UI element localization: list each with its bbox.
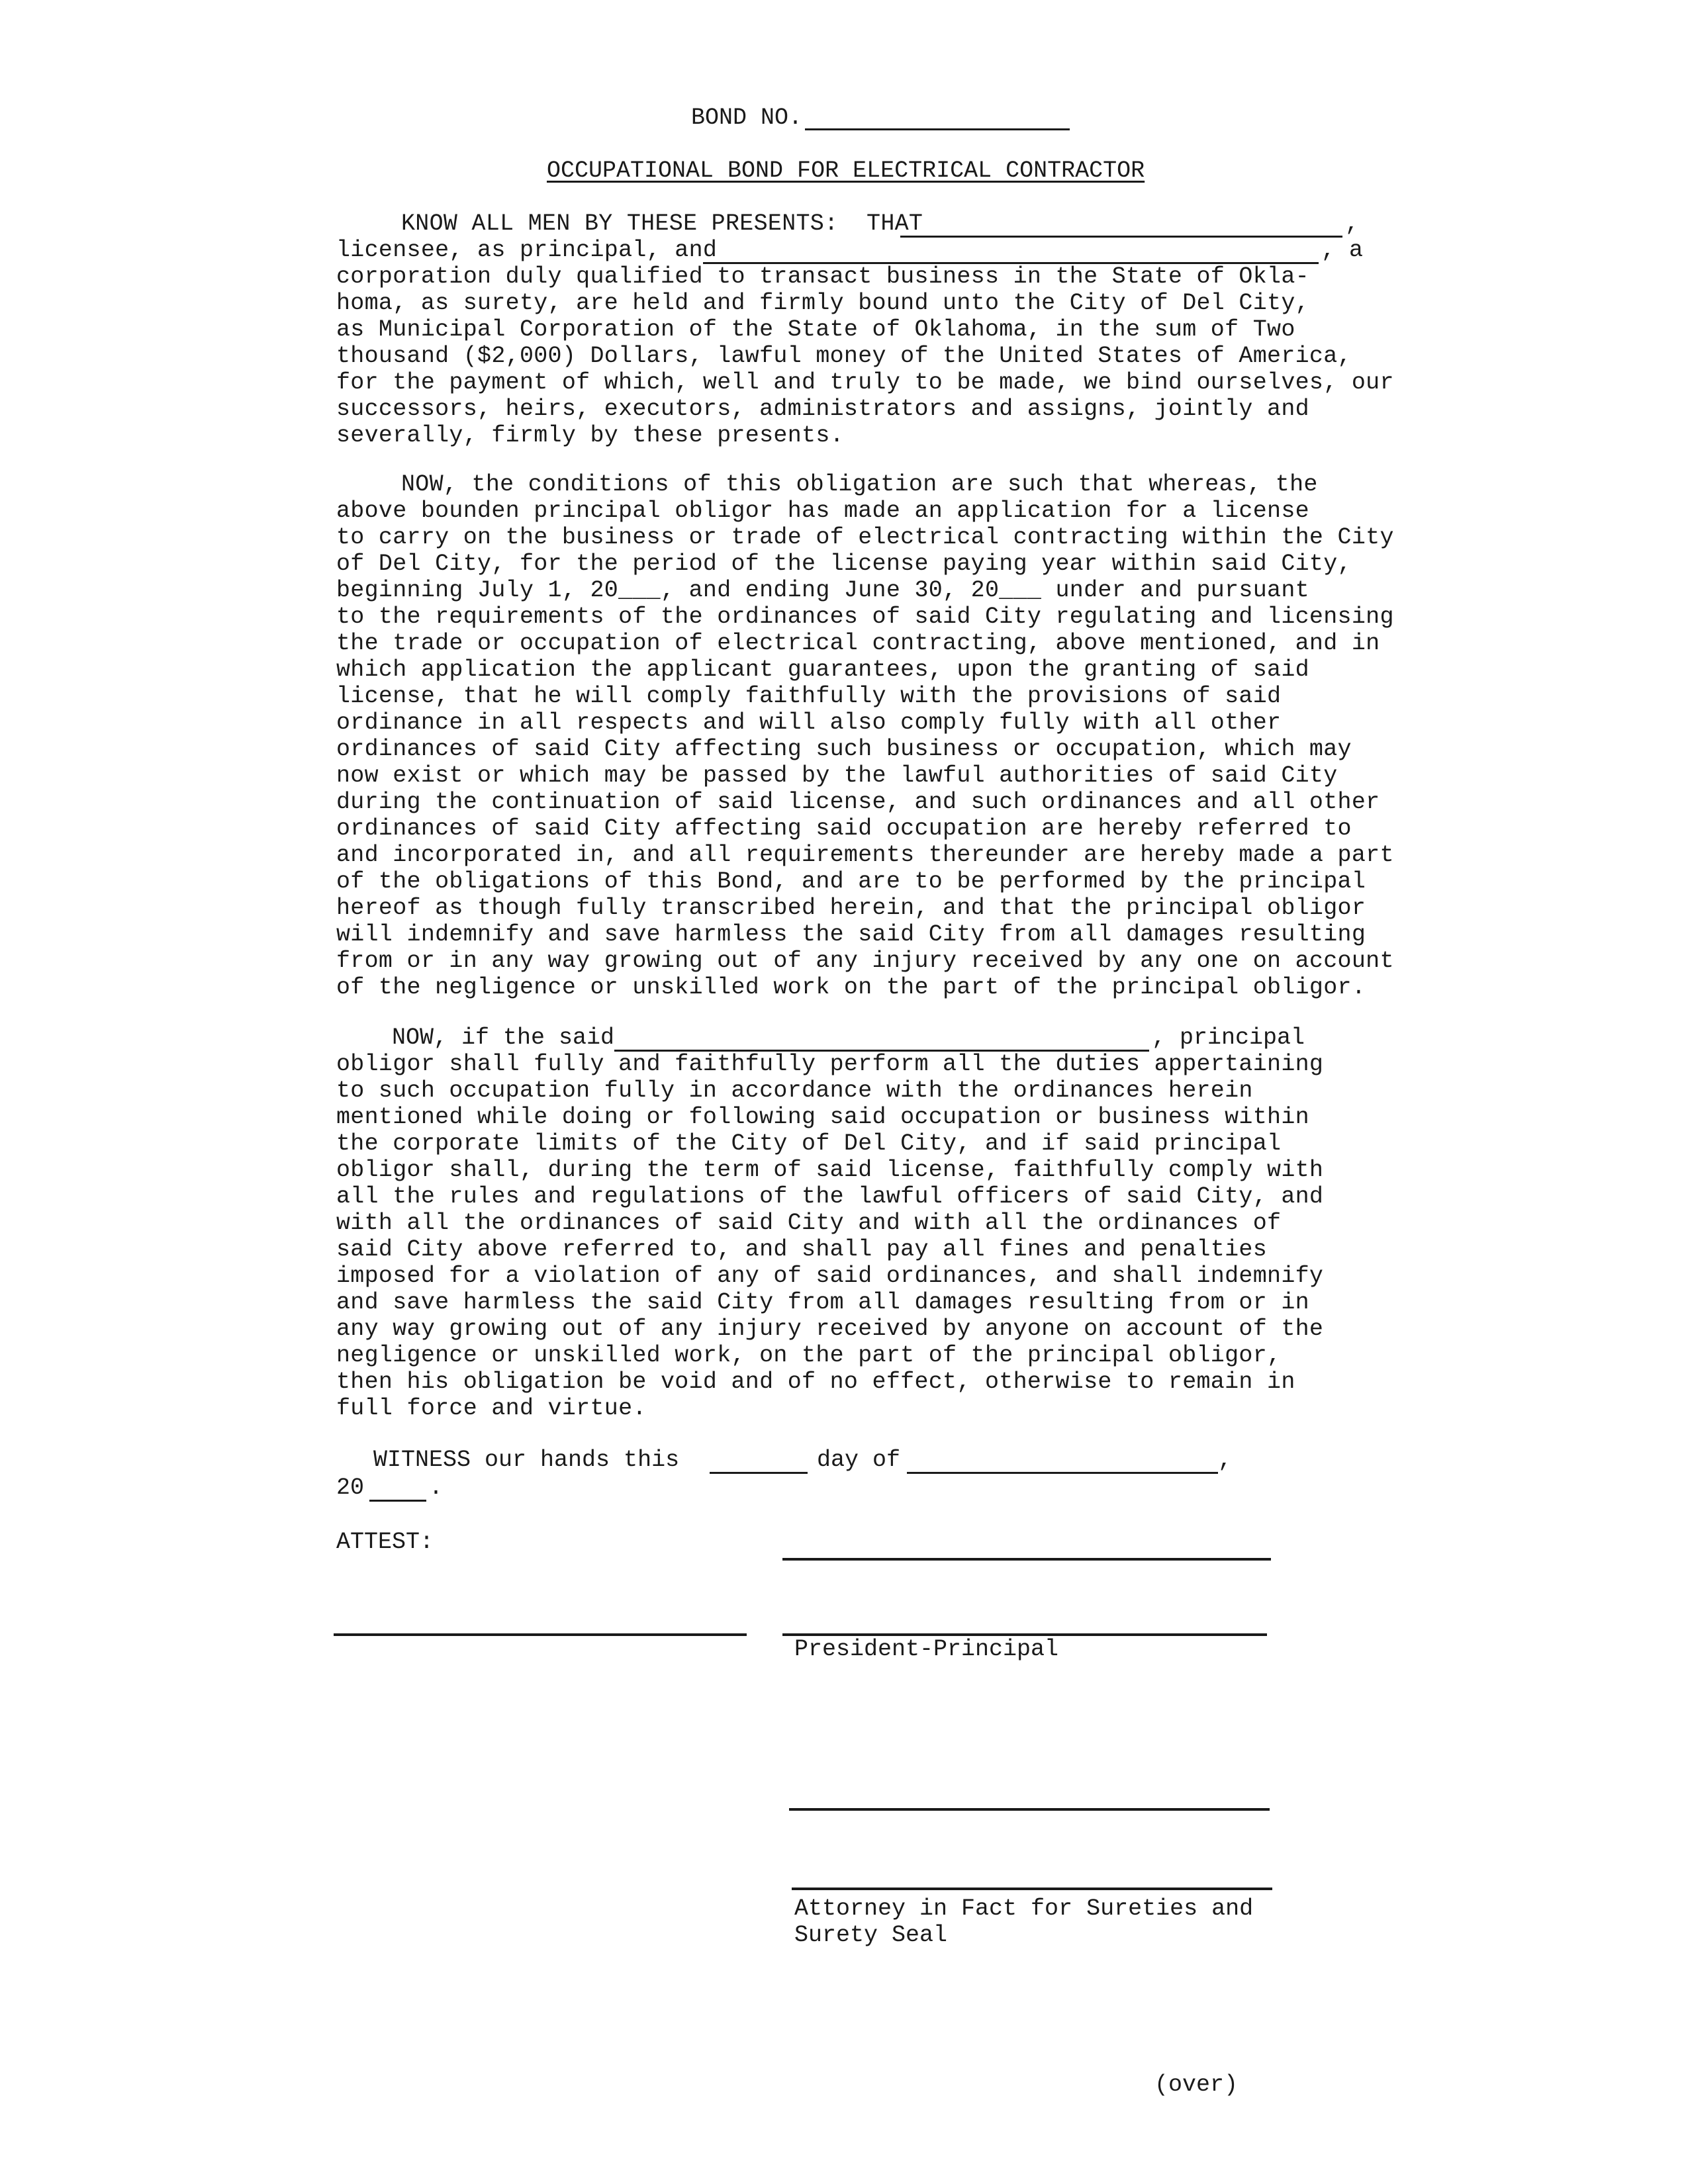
p3-line-8: with all the ordinances of said City and with all the ordinances of (336, 1210, 1282, 1236)
attorney-label-line-2: Surety Seal (794, 1922, 948, 1948)
witness-year-suffix: . (429, 1475, 444, 1501)
p1-line-8: successors, heirs, executors, administrators and assigns, jointly and (336, 396, 1309, 422)
p2-line-3: to carry on the business or trade of electrical contracting within the City (336, 524, 1394, 551)
p3-line-9: said City above referred to, and shall pay all fines and penalties (336, 1236, 1268, 1263)
attorney-label-line-1: Attorney in Fact for Sureties and (794, 1895, 1254, 1922)
p3-line-14: then his obligation be void and of no effect, otherwise to remain in (336, 1369, 1295, 1395)
p2-line-15: and incorporated in, and all requirements thereunder are hereby made a part (336, 842, 1394, 868)
p1-line-6: thousand ($2,000) Dollars, lawful money of the United States of America, (336, 343, 1352, 369)
witness-year-field[interactable] (369, 1500, 426, 1502)
attorney-signature-line[interactable] (792, 1888, 1272, 1890)
p2-line-2: above bounden principal obligor has made an application for a license (336, 498, 1309, 524)
p3-line-3: to such occupation fully in accordance with the ordinances herein (336, 1077, 1253, 1104)
p2-line-5: beginning July 1, 20___, and ending June 30, 20___ under and pursuant (336, 577, 1309, 604)
p2-line-18: will indemnify and save harmless the said City from all damages resulting (336, 921, 1366, 948)
principal-name-field[interactable] (900, 236, 1342, 238)
witness-month-field[interactable] (907, 1472, 1218, 1474)
p2-line-7: the trade or occupation of electrical contracting, above mentioned, and in (336, 630, 1380, 657)
over-label: (over) (1154, 2071, 1239, 2098)
principal-signature-line-top[interactable] (782, 1558, 1271, 1561)
p3-line-15: full force and virtue. (336, 1395, 647, 1422)
surety-signature-line[interactable] (789, 1808, 1270, 1811)
witness-suffix: , (1218, 1447, 1233, 1473)
attest-label: ATTEST: (336, 1529, 434, 1555)
p2-line-14: ordinances of said City affecting said occupation are hereby referred to (336, 815, 1352, 842)
p3-line-4: mentioned while doing or following said occupation or business within (336, 1104, 1309, 1130)
p3-line-5: the corporate limits of the City of Del City, and if said principal (336, 1130, 1282, 1157)
p3-line-10: imposed for a violation of any of said ordinances, and shall indemnify (336, 1263, 1324, 1289)
p1-line-9: severally, firmly by these presents. (336, 422, 844, 449)
p1-line-3: corporation duly qualified to transact business in the State of Okla- (336, 263, 1309, 290)
witness-day-field[interactable] (710, 1472, 808, 1474)
p1-line-2-end: , a (1321, 237, 1364, 263)
p2-line-16: of the obligations of this Bond, and are to be performed by the principal (336, 868, 1366, 895)
p2-line-9: license, that he will comply faithfully with the provisions of said (336, 683, 1282, 709)
p2-line-12: now exist or which may be passed by the lawful authorities of said City (336, 762, 1338, 789)
p3-line-1-start: NOW, if the said (392, 1024, 615, 1051)
p3-line-2: obligor shall fully and faithfully perform all the duties appertaining (336, 1051, 1324, 1077)
bond-number-label: BOND NO. (691, 105, 803, 131)
p2-line-10: ordinance in all respects and will also comply fully with all other (336, 709, 1282, 736)
p2-line-6: to the requirements of the ordinances of said City regulating and licensing (336, 604, 1394, 630)
p3-line-7: all the rules and regulations of the lawful officers of said City, and (336, 1183, 1324, 1210)
p1-line-7: for the payment of which, well and truly to be made, we bind ourselves, our (336, 369, 1394, 396)
p3-line-11: and save harmless the said City from all damages resulting from or in (336, 1289, 1309, 1316)
president-principal-label: President-Principal (794, 1636, 1059, 1662)
p3-line-1-end: , principal (1152, 1024, 1305, 1051)
attest-signature-line[interactable] (334, 1633, 747, 1636)
p2-line-13: during the continuation of said license, and such ordinances and all other (336, 789, 1380, 815)
p2-line-20: of the negligence or unskilled work on the part of the principal obligor. (336, 974, 1366, 1001)
p3-line-13: negligence or unskilled work, on the part of the principal obligor, (336, 1342, 1282, 1369)
p2-line-19: from or in any way growing out of any injury received by any one on account (336, 948, 1394, 974)
p1-line-5: as Municipal Corporation of the State of Oklahoma, in the sum of Two (336, 316, 1295, 343)
witness-day-of: day of (817, 1447, 901, 1473)
p2-line-17: hereof as though fully transcribed herein, and that the principal obligor (336, 895, 1366, 921)
p3-line-12: any way growing out of any injury received by anyone on account of the (336, 1316, 1324, 1342)
p1-line-1: KNOW ALL MEN BY THESE PRESENTS: THAT (401, 210, 923, 237)
p1-line-2: licensee, as principal, and (336, 237, 718, 263)
form-title: OCCUPATIONAL BOND FOR ELECTRICAL CONTRACTOR (547, 158, 1145, 184)
witness-year-prefix: 20 (336, 1475, 365, 1501)
p2-line-11: ordinances of said City affecting such business or occupation, which may (336, 736, 1352, 762)
p2-line-8: which application the applicant guarantees, upon the granting of said (336, 657, 1309, 683)
p1-line-4: homa, as surety, are held and firmly bound unto the City of Del City, (336, 290, 1309, 316)
p1-line-1-end: , (1345, 210, 1360, 237)
p2-line-1: NOW, the conditions of this obligation are such that whereas, the (401, 471, 1318, 498)
p2-line-4: of Del City, for the period of the license paying year within said City, (336, 551, 1352, 577)
witness-prefix: WITNESS our hands this (373, 1447, 680, 1473)
p3-line-6: obligor shall, during the term of said license, faithfully comply with (336, 1157, 1324, 1183)
bond-number-field[interactable] (805, 128, 1070, 130)
